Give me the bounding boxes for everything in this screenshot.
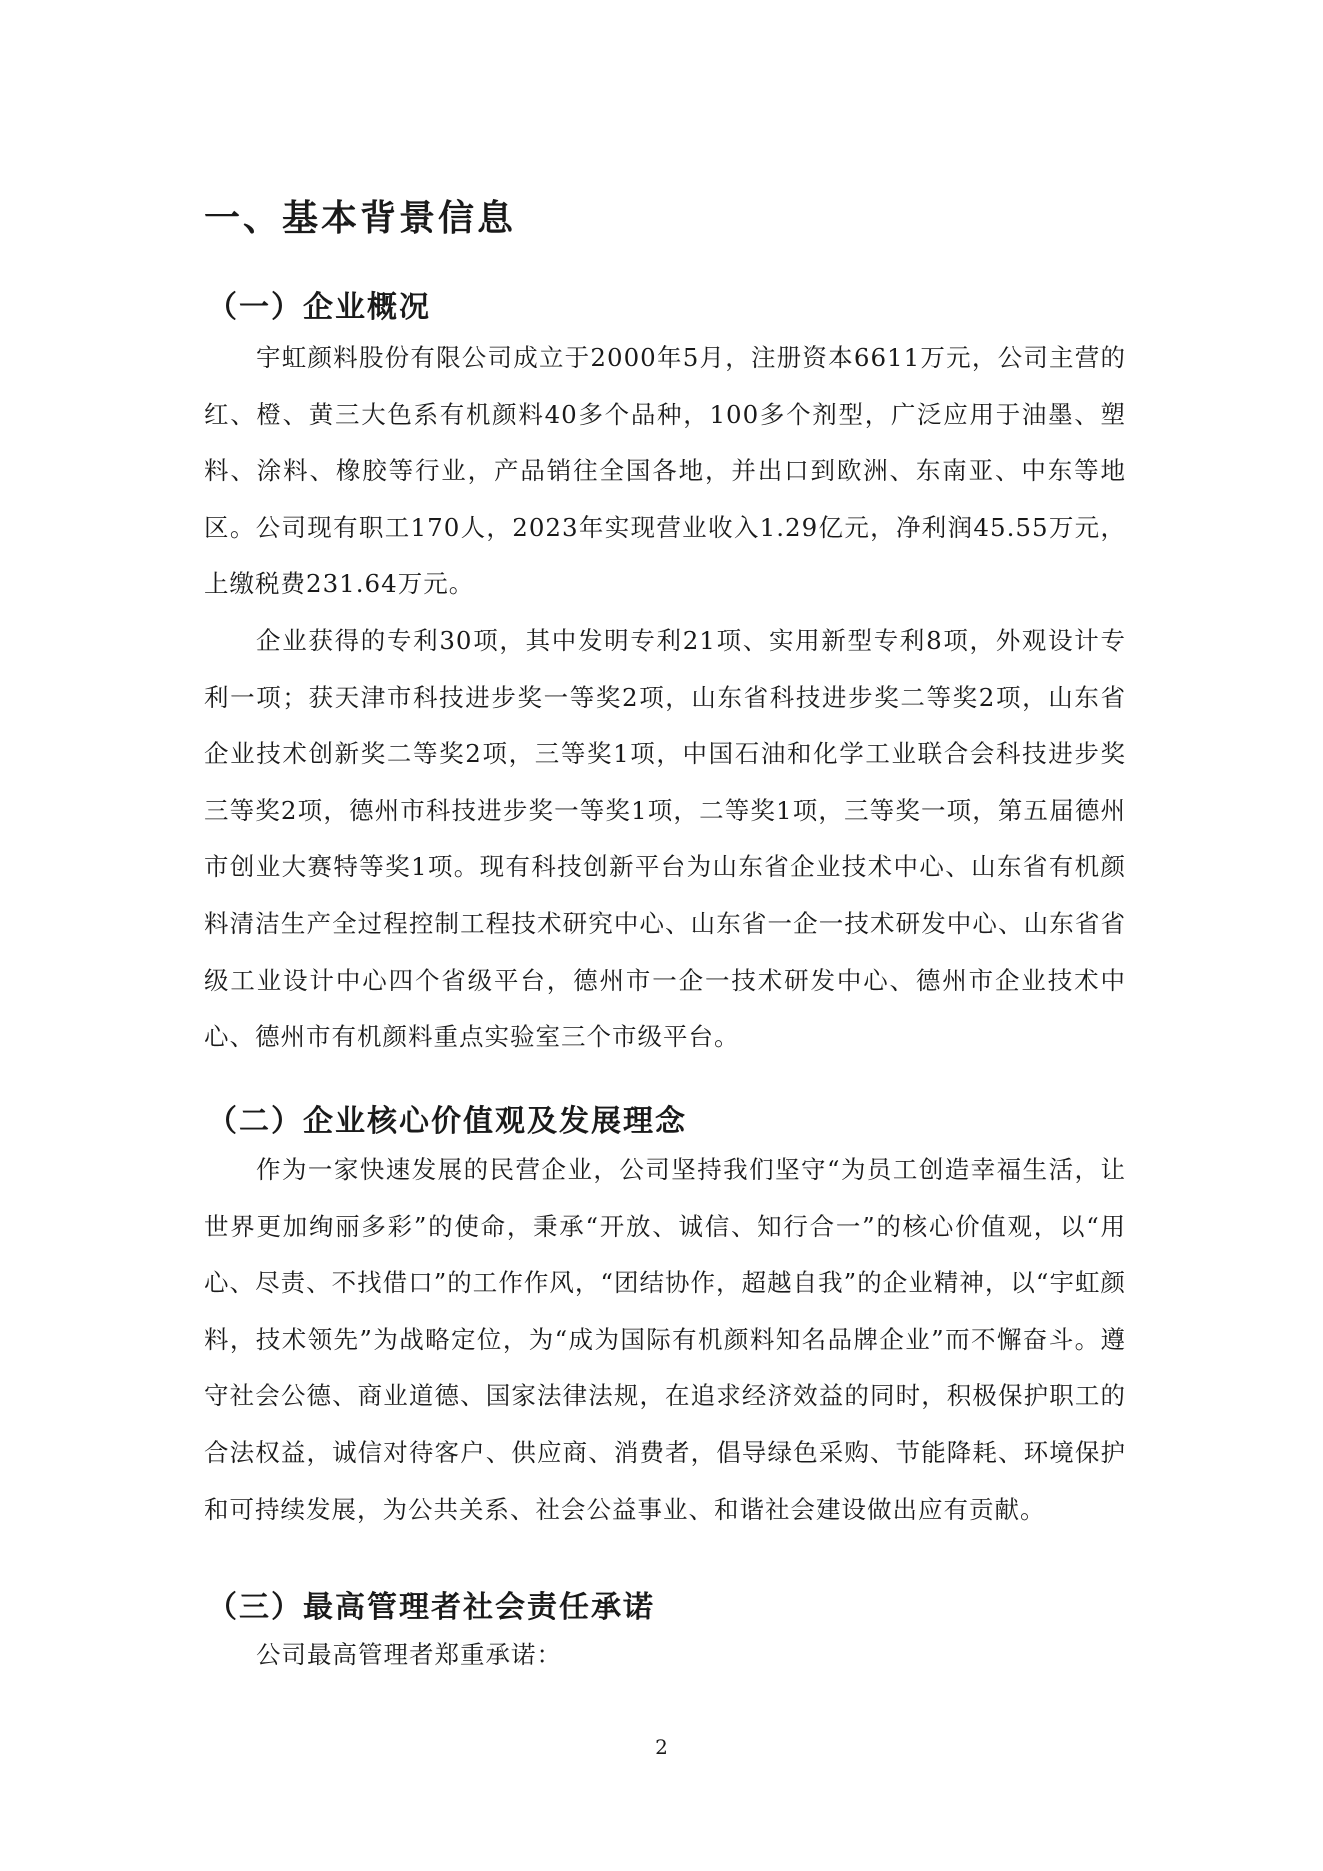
subsection-heading-overview: （一）企业概况 [207, 290, 431, 325]
paragraph-patents-awards: 企业获得的专利30项，其中发明专利21项、实用新型专利8项，外观设计专利一项；获天津市科技进步奖一等奖2项，山东省科技进步奖二等奖2项，山东省企业技术创新奖二等奖2项，三等奖1项，中国石油和化学工业联合会科技进步奖三等奖2项，德州市科技进步奖一等奖1项，二等奖1项，三等奖一项，第五届德州市创业大赛特等奖1项。现有科技创新平台为山东省企业技术中心、山东省有机颜料清洁生产全过程控制工程技术研究中心、山东省一企一技术研发中心、山东省省级工业设计中心四个省级平台，德州市一企一技术研发中心、德州市企业技术中心、德州市有机颜料重点实验室三个市级平台。 [204, 626, 1126, 1052]
subsection-heading-commitment: （三）最高管理者社会责任承诺 [207, 1590, 655, 1625]
paragraph-company-overview: 宇虹颜料股份有限公司成立于2000年5月，注册资本6611万元，公司主营的红、橙、黄三大色系有机颜料40多个品种，100多个剂型，广泛应用于油墨、塑料、涂料、橡胶等行业，产品销往全国各地，并出口到欧洲、东南亚、中东等地区。公司现有职工170人，2023年实现营业收入1.29亿元，净利润45.55万元，上缴税费231.64万元。 [204, 343, 1126, 599]
subsection-heading-values: （二）企业核心价值观及发展理念 [207, 1104, 687, 1139]
paragraph-commitment: 公司最高管理者郑重承诺： [256, 1640, 562, 1669]
page-number: 2 [655, 1735, 668, 1759]
section-title: 一、基本背景信息 [204, 198, 517, 239]
paragraph-core-values: 作为一家快速发展的民营企业，公司坚持我们坚守“为员工创造幸福生活，让世界更加绚丽多彩”的使命，秉承“开放、诚信、知行合一”的核心价值观，以“用心、尽责、不找借口”的工作作风，“团结协作，超越自我”的企业精神，以“宇虹颜料，技术领先”为战略定位，为“成为国际有机颜料知名品牌企业”而不懈奋斗。遵守社会公德、商业道德、国家法律法规，在追求经济效益的同时，积极保护职工的合法权益，诚信对待客户、供应商、消费者，倡导绿色采购、节能降耗、环境保护和可持续发展，为公共关系、社会公益事业、和谐社会建设做出应有贡献。 [204, 1155, 1126, 1524]
